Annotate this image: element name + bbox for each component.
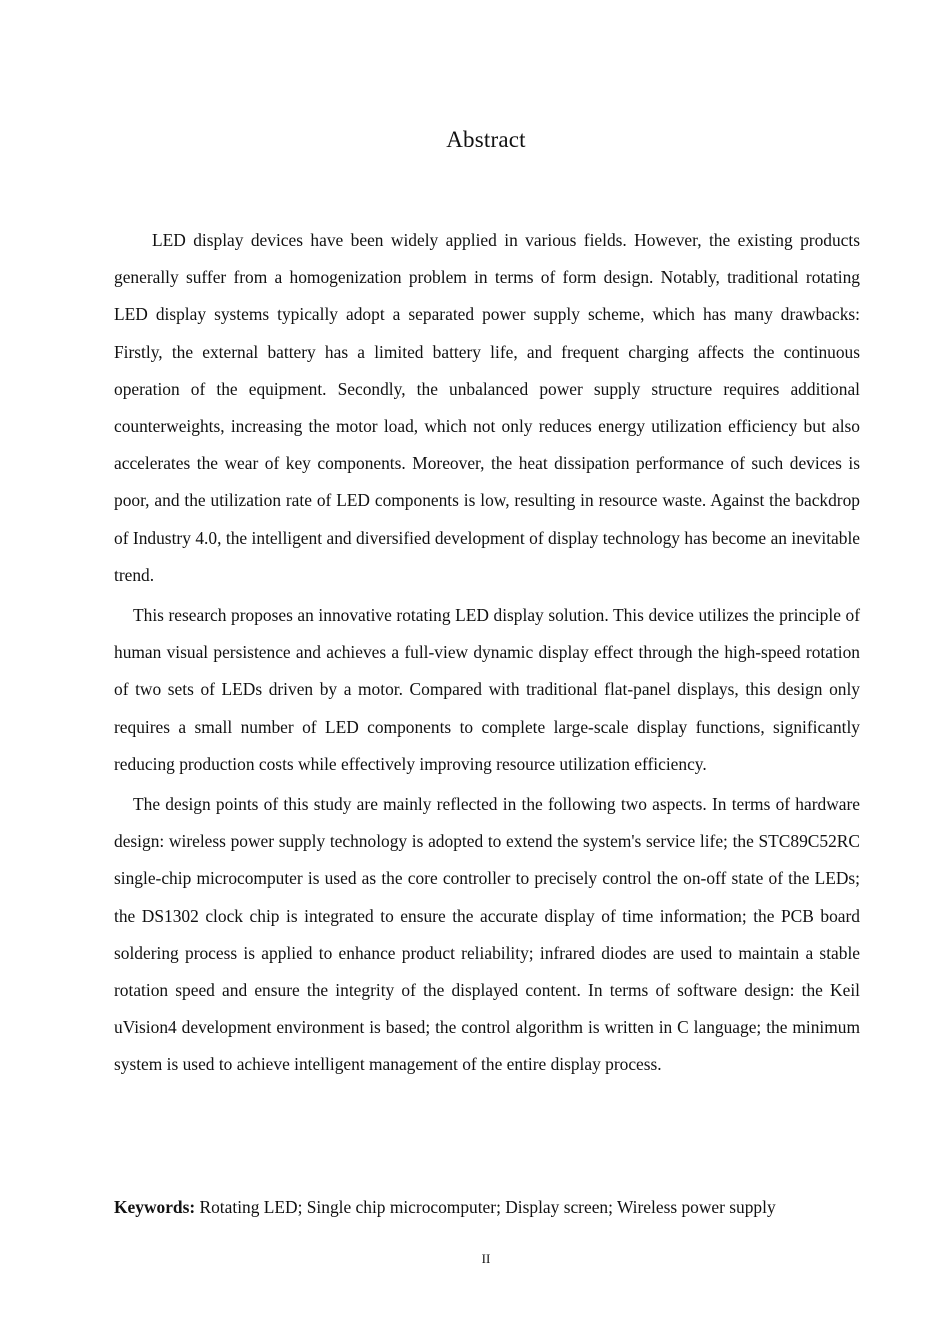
keywords-line xyxy=(114,1192,874,1222)
abstract-paragraph-3: The design points of this study are mainly reflected in the following two aspects. In terms of hardware design: wireless power supply technology is adopted to extend the system's service life; the STC89C52RC single-chip microcomputer is used as the core controller to precisely control the on-off state of the LEDs; the DS1302 clock chip is integrated to ensure the accurate display of time information; the PCB board soldering process is applied to enhance product reliability; infrared diodes are used to maintain a stable rotation speed and ensure the integrity of the displayed content. In terms of software design: the Keil uVision4 development environment is based; the control algorithm is written in C language; the minimum system is used to achieve intelligent management of the entire display process. xyxy=(114,794,860,1075)
keywords-label: Keywords: xyxy=(114,1197,196,1217)
abstract-paragraph-2: This research proposes an innovative rotating LED display solution. This device utilizes the principle of human visual persistence and achieves a full-view dynamic display effect through the high-speed rotation of two sets of LEDs driven by a motor. Compared with traditional flat-panel displays, this design only requires a small number of LED components to complete large-scale display functions, significantly reducing production costs while effectively improving resource utilization efficiency. xyxy=(114,605,860,774)
page-number: II xyxy=(481,1251,491,1266)
abstract-body xyxy=(114,222,860,1084)
abstract-paragraph-1: LED display devices have been widely applied in various fields. However, the existing products generally suffer from a homogenization problem in terms of form design. Notably, traditional rotating LED display systems typically adopt a separated power supply scheme, which has many drawbacks: Firstly, the external battery has a limited battery life, and frequent charging affects the continuous operation of the equipment. Secondly, the unbalanced power supply structure requires additional counterweights, increasing the motor load, which not only reduces energy utilization efficiency but also accelerates the wear of key components. Moreover, the heat dissipation performance of such devices is poor, and the utilization rate of LED components is low, resulting in resource waste. Against the backdrop of Industry 4.0, the intelligent and diversified development of display technology has become an inevitable trend. xyxy=(114,230,860,585)
page-title: Abstract xyxy=(446,127,526,152)
keywords-list: Rotating LED; Single chip microcomputer; Display screen; Wireless power supply xyxy=(199,1197,776,1217)
